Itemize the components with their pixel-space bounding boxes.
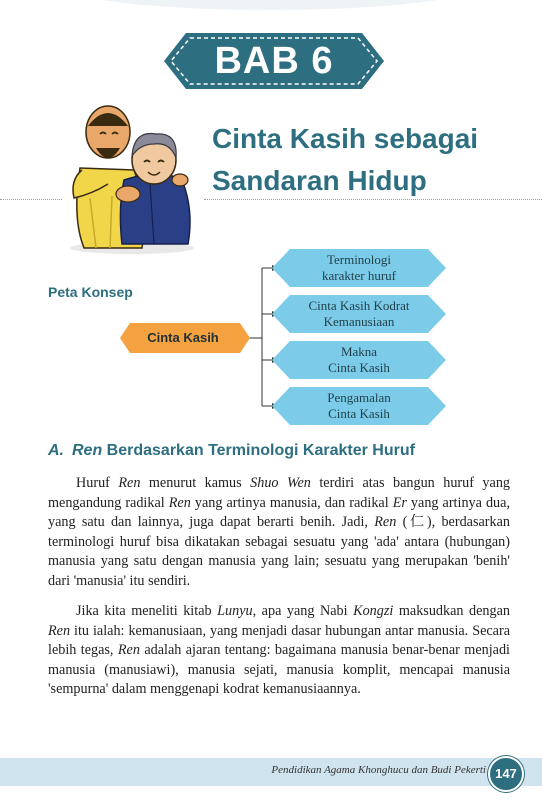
chapter-number: BAB 6 xyxy=(214,40,334,82)
branch-line: karakter huruf xyxy=(322,268,396,283)
branch-line: Cinta Kasih Kodrat xyxy=(308,298,410,313)
text-run: Huruf xyxy=(76,475,119,491)
page-number-badge: 147 xyxy=(488,756,524,792)
italic-term: Er xyxy=(392,494,407,511)
branch-line: Cinta Kasih xyxy=(328,360,390,375)
concept-branch-makna xyxy=(280,344,438,376)
concept-branch-pengamalan xyxy=(280,390,438,422)
italic-term: Ren xyxy=(48,622,71,639)
text-run: Jika kita meneliti kitab xyxy=(76,603,218,619)
section-letter: A. xyxy=(48,442,64,459)
paragraph-1 xyxy=(48,474,510,591)
footer-book-title: Pendidikan Agama Khonghucu dan Budi Pekerti xyxy=(271,764,486,776)
italic-term: Ren xyxy=(118,475,141,491)
paragraph-2 xyxy=(48,602,510,700)
branch-line: Terminologi xyxy=(326,252,392,267)
text-run: itu ialah: kemanusiaan, yang menjadi dasar hubungan antar manusia. Secara lebih tegas, xyxy=(48,622,510,658)
chapter-title-line-2: Sandaran Hidup xyxy=(212,165,427,196)
text-run: terdiri atas bangun huruf yang mengandung radikal xyxy=(48,475,511,511)
concept-branch-kodrat xyxy=(280,298,438,330)
branch-line: Makna xyxy=(340,344,378,359)
section-ren-term: Ren xyxy=(72,442,103,459)
text-run: , apa yang Nabi xyxy=(252,603,354,619)
chapter-title-line-1: Cinta Kasih sebagai xyxy=(212,123,479,154)
text-run: yang artinya manusia, dan radikal xyxy=(190,494,393,511)
italic-term: Ren xyxy=(374,514,397,530)
italic-term: Kongzi xyxy=(353,603,394,619)
text-run: maksudkan dengan xyxy=(393,603,510,619)
italic-term: Ren xyxy=(117,642,140,658)
section-heading xyxy=(48,442,415,460)
italic-term: Ren xyxy=(168,494,191,511)
text-run: yang artinya dua, yang satu dan lainnya, juga dapat berarti benih. Jadi, xyxy=(48,494,510,530)
concept-main-node-label: Cinta Kasih xyxy=(147,330,219,345)
concept-map-heading: Peta Konsep xyxy=(48,284,133,300)
branch-line: Cinta Kasih xyxy=(328,406,390,421)
text-run: adalah ajaran tentang: bagaimana manusia benar-benar menjadi manusia (manusiawi), manusia sejati, manusia komplit, mencapai manusia 'sempurna' dalam menggenapi kodrat kemanusiaannya. xyxy=(48,642,510,697)
section-title-rest: Berdasarkan Terminologi Karakter Huruf xyxy=(102,442,415,459)
text-run: (仁), berdasarkan terminologi huruf bisa dikatakan sebagai sesuatu yang 'ada' antara (hubungan) manusia yang satu dengan manusia yang lain; sesuatu yang merupakan 'benih' dari 'manusia' itu sendiri. xyxy=(48,514,510,589)
concept-branch-terminologi xyxy=(280,252,438,284)
italic-term: Lunyu xyxy=(217,603,253,619)
branch-line: Pengamalan xyxy=(327,390,391,405)
text-run: menurut kamus xyxy=(140,475,251,491)
italic-term: Shuo Wen xyxy=(250,475,311,491)
branch-line: Kemanusiaan xyxy=(323,314,395,329)
